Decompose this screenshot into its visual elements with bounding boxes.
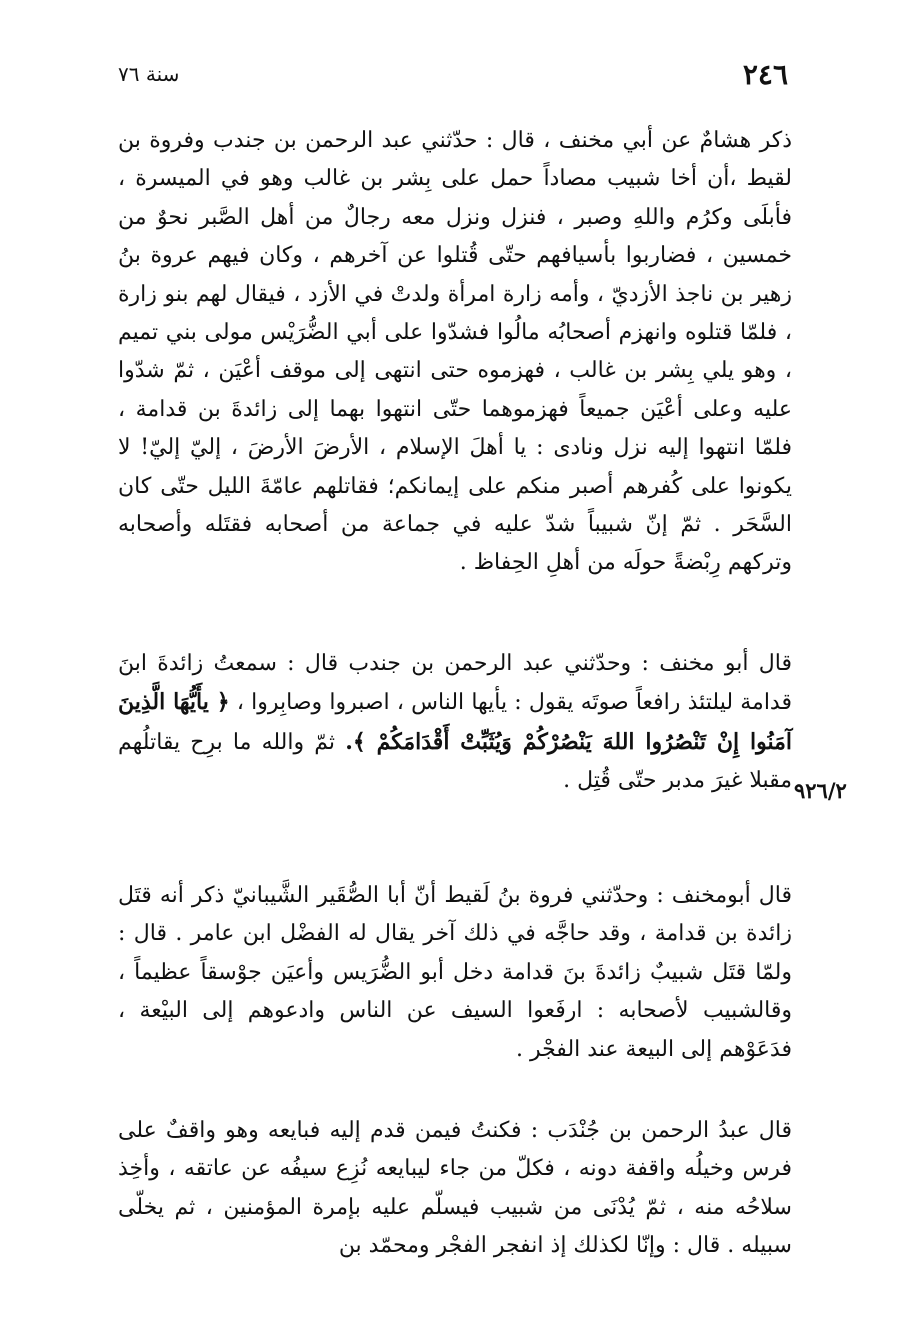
page-number: ٢٤٦ — [742, 58, 788, 91]
quran-verse: ﴿ يأَيُّهَا الَّذِينَ آمَنُوا إِنْ تَنْصُرُوا اللهَ يَنْصُرْكُمْ وَيُثَبِّتْ أَقْدَامَكُمْ ﴾. — [118, 689, 792, 755]
paragraph-2-ending: ثمّ والله ما برِح يقاتلُهم مقبلا غيرَ مدبر حتّى قُتِل . — [118, 729, 792, 794]
paragraph-1: ذكر هشامٌ عن أبي مخنف ، قال : حدّثني عبد الرحمن بن جندب وفروة بن لقيط ،أن أخا شبيب مصاداً حمل على بِشر بن غالب وهو في الميسرة ، فأبلَى وكرُم واللهِ وصبر ، فنزل ونزل معه رجالٌ من أهل الصَّبر نحوٌ من خمسين ، فضاربوا بأسيافهم حتّى قُتلوا عن آخرهم ، وكان فيهم عروة بنُ زهير بن ناجذ الأزديّ ، وأمه زارة امرأة ولدتْ في الأزد ، فيقال لهم بنو زارة ، فلمّا قتلوه وانهزم أصحابُه مالُوا فشدّوا على أبي الضُّرَيْس مولى بني تميم ، وهو يلي بِشر بن غالب ، فهزموه حتى انتهى إلى موقف أعْيَن ، ثمّ شدّوا عليه وعلى أعْيَن جميعاً فهزموهما حتّى انتهوا بهما إلى زائدةَ بن قدامة ، فلمّا انتهوا إليه نزل ونادى : يا أهلَ الإسلام ، الأرضَ الأرضَ ، إليّ إليّ! لا يكونوا على كُفرهم أصبر منكم على إيمانكم؛ فقاتلهم عامّةَ الليل حتّى كان السَّحَر . ثمّ إنّ شبيباً شدّ عليه في جماعة من أصحابه فقتَله وأصحابه وتركهم رِبْضةً حولَه من أهلِ الحِفاظ . — [118, 128, 792, 576]
paragraph-3: قال أبومخنف : وحدّثني فروة بنُ لَقيط أنّ أبا الصُّقَير الشَّيبانيّ ذكر أنه قتَل زائدة بن قدامة ، وقد حاجَّه في ذلك آخر يقال له الفضْل ابن عامر . قال : ولمّا قتَل شبيبٌ زائدةَ بنَ قدامة دخل أبو الضُّرَيس وأعيَن جوْسقاً عظيماً ، وقالشبيب لأصحابه : ارفَعوا السيف عن الناس وادعوهم إلى البيْعة ، فدَعَوْهم إلى البيعة عند الفجْر . — [118, 883, 792, 1062]
paragraph-4: قال عبدُ الرحمن بن جُنْدَب : فكنتُ فيمن قدم إليه فبايعه وهو واقفٌ على فرس وخيلُه واقفة دونه ، فكلّ من جاء ليبايعه نُزِع سيفُه عن عاتقه ، وأخِذ سلاحُه منه ، ثمّ يُدْنَى من شبيب فيسلّم عليه بإمرة المؤمنين ، ثم يخلّى سبيله . قال : وإنّا لكذلك إذ انفجر الفجْر ومحمّد بن — [118, 1118, 792, 1259]
margin-page-reference: ٩٢٦/٢ — [794, 778, 847, 803]
paragraph-2-text: قال أبو مخنف : وحدّثني عبد الرحمن بن جندب قال : سمعتُ زائدةَ ابنَ قدامة ليلتئذ رافعاً صوتَه يقول : يأيها الناس ، اصبروا وصابِروا ، — [118, 651, 793, 716]
paragraph-2 — [118, 645, 792, 801]
year-heading: سنة ٧٦ — [118, 62, 180, 86]
